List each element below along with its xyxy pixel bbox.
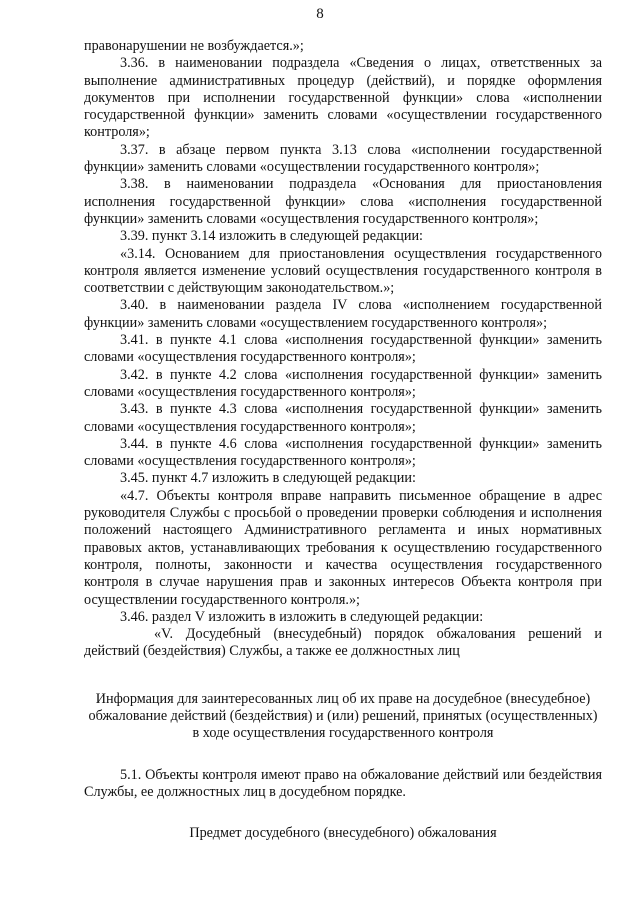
paragraph-3-46: 3.46. раздел V изложить в изложить в следующей редакции: (120, 608, 484, 625)
paragraph-3-42: 3.42. в пункте 4.2 слова «исполнения государственной функции» заменить словами «осуществления государственного контроля»; (84, 366, 602, 400)
document-body (84, 38, 602, 842)
page-number: 8 (316, 6, 324, 22)
paragraph-3-37: 3.37. в абзаце первом пункта 3.13 слова «исполнении государственной функции» заменить словами «осуществлении государственного контроля»; (84, 141, 602, 176)
spacer (84, 801, 602, 825)
paragraph-3-38: 3.38. в наименовании подраздела «Основания для приостановления исполнения государственной функции» слова «исполнения государственной функции» заменить словами «осуществления государственного контроля»; (84, 176, 602, 227)
paragraph-3-39: 3.39. пункт 3.14 изложить в следующей редакции: (120, 228, 423, 245)
paragraph-3-41: 3.41. в пункте 4.1 слова «исполнения государственной функции» заменить словами «осуществления государственного контроля»; (84, 332, 602, 366)
quote-4-7: «4.7. Объекты контроля вправе направить письменное обращение в адрес руководителя Службы с просьбой о проведении проверки соблюдения и исполнения положений настоящего Административного регламента и иных нормативных правовых актов, устанавливающих требования к осуществлению государственного контроля, полноты, законности и качества осуществления государственного контроля в случае нарушения прав и законных интересов Объекта контроля при осуществлении государственного контроля.»; (84, 487, 602, 608)
spacer (84, 661, 602, 691)
info-heading: Информация для заинтересованных лиц об их праве на досудебное (внесудебное) обжалование действий (бездействия) и (или) решений, принятых (осуществленных) в ходе осуществления государственного контроля (88, 690, 598, 742)
paragraph-3-44: 3.44. в пункте 4.6 слова «исполнения государственной функции» заменить словами «осуществления государственного контроля»; (84, 435, 602, 470)
section-v-title: «V. Досудебный (внесудебный) порядок обжалования решений и действий (бездействия) Службы, а также ее должностных лиц (84, 626, 602, 660)
paragraph-3-40: 3.40. в наименовании раздела IV слова «исполнением государственной функции» заменить словами «осуществлением государственного контроля»; (84, 297, 602, 331)
quote-3-14: «3.14. Основанием для приостановления осуществления государственного контроля является изменение условий осуществления государственного контроля в соответствии с действующим законодательством.»; (84, 245, 602, 297)
paragraph-continuation: правонарушении не возбуждается.»; (84, 38, 304, 54)
paragraph-3-36: 3.36. в наименовании подраздела «Сведения о лицах, ответственных за выполнение административных процедур (действий), и порядке оформления документов при исполнении государственной функции» слова «исполнении государственной функции» заменить словами «осуществлении государственного контроля»; (84, 55, 602, 141)
spacer (84, 743, 602, 767)
paragraph-5-1: 5.1. Объекты контроля имеют право на обжалование действий или бездействия Службы, ее должностных лиц в досудебном порядке. (84, 766, 602, 800)
subject-heading: Предмет досудебного (внесудебного) обжалования (189, 825, 497, 842)
paragraph-3-45: 3.45. пункт 4.7 изложить в следующей редакции: (120, 470, 416, 487)
paragraph-3-43: 3.43. в пункте 4.3 слова «исполнения государственной функции» заменить словами «осуществления государственного контроля»; (84, 401, 602, 435)
